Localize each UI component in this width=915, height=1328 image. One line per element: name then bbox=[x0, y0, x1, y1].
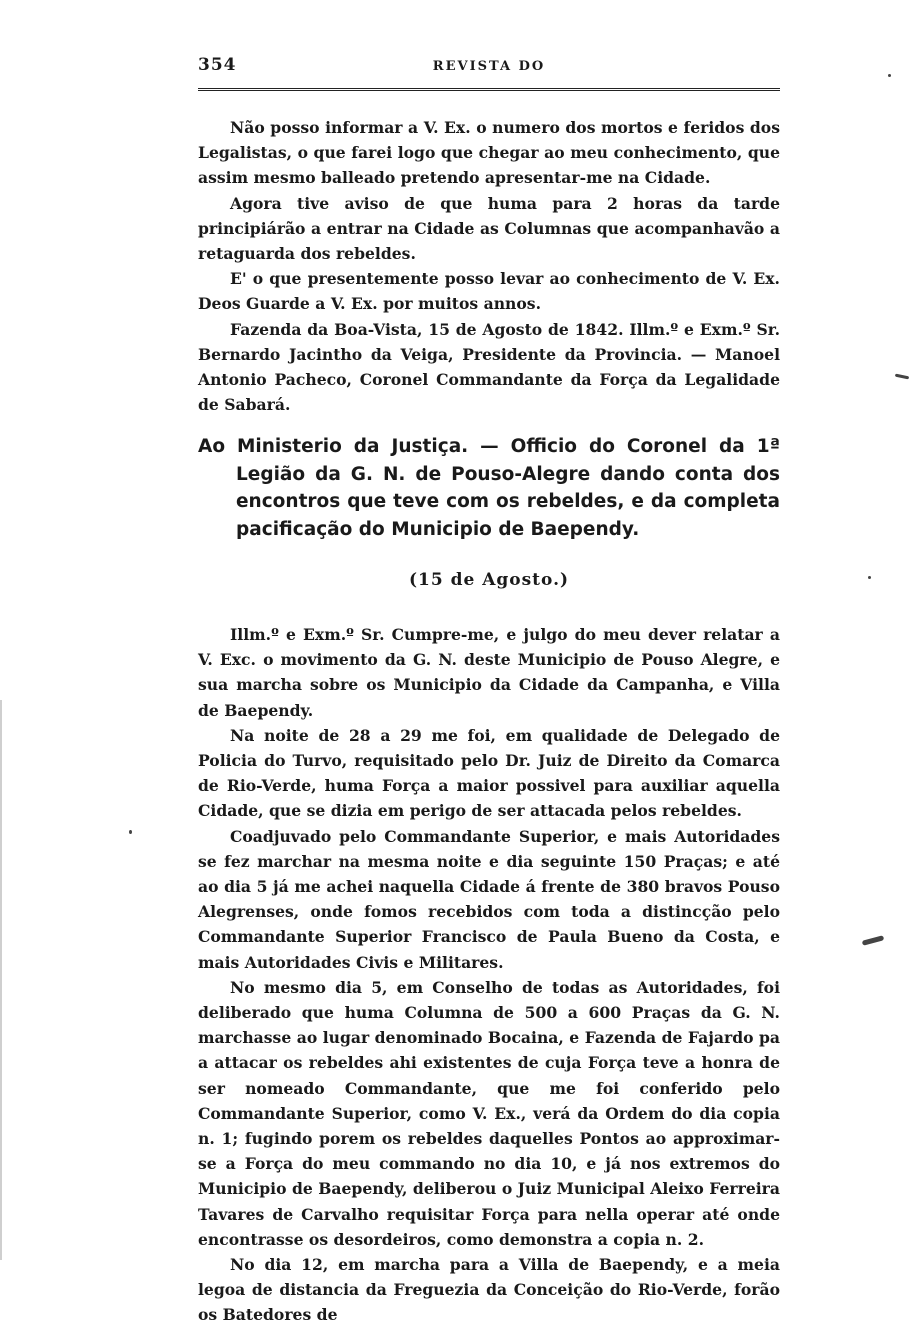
paragraph: E' o que presentemente posso levar ao conhecimento de V. Ex. Deos Guarde a V. Ex. por muitos annos. bbox=[198, 269, 780, 314]
print-speck bbox=[129, 830, 132, 834]
paragraph: Na noite de 28 a 29 me foi, em qualidade de Delegado de Policia do Turvo, requisitado pelo Dr. Juiz de Direito da Comarca de Rio-Verde, huma Força a maior possivel para auxiliar aquella Cidade, que se dizia em perigo de ser attacada pelos rebeldes. bbox=[198, 725, 780, 821]
paragraph: Illm.º e Exm.º Sr. Cumpre-me, e julgo do meu dever relatar a V. Exc. o movimento da G. N. deste Municipio de Pouso Alegre, e sua marcha sobre os Municipio da Cidade da Campanha, e Villa de Baependy. bbox=[198, 625, 780, 720]
print-speck bbox=[868, 576, 871, 579]
paragraph: Não posso informar a V. Ex. o numero dos mortos e feridos dos Legalistas, o que farei logo que chegar ao meu conhecimento, que assim mesmo balleado pretendo apresentar-me na Cidade. bbox=[198, 118, 780, 188]
page-number: 354 bbox=[198, 55, 237, 75]
paragraph: Agora tive aviso de que huma para 2 horas da tarde principiárão a entrar na Cidade as Columnas que acompanhavão a retaguarda dos rebeldes. bbox=[198, 193, 780, 264]
section-heading: Ao Ministerio da Justiça. — Officio do Coronel da 1ª Legião da G. N. de Pouso-Alegre dando conta dos encontros que teve com os rebeldes, e da completa pacificação do Municipio de Baependy. bbox=[198, 436, 780, 540]
page-edge bbox=[0, 700, 8, 1260]
date-line: (15 de Agosto.) bbox=[408, 570, 570, 590]
paragraph: Coadjuvado pelo Commandante Superior, e mais Autoridades se fez marchar na mesma noite e dia seguinte 150 Praças; e até ao dia 5 já me achei naquella Cidade á frente de 380 bravos Pouso Alegrenses, onde fomos recebidos com toda a distincção pelo Commandante Superior Francisco de Paula Bueno da Costa, e mais Autoridades Civis e Militares. bbox=[198, 826, 780, 972]
print-speck bbox=[862, 935, 885, 946]
header-rule bbox=[198, 88, 780, 91]
paragraph: No dia 12, em marcha para a Villa de Baependy, e a meia legoa de distancia da Freguezia da Conceição do Rio-Verde, forão os Batedores de bbox=[198, 1255, 780, 1325]
page-header bbox=[198, 55, 780, 85]
running-title: REVISTA DO bbox=[432, 59, 546, 74]
print-speck bbox=[888, 74, 891, 77]
intro-text bbox=[198, 115, 780, 417]
paragraph: No mesmo dia 5, em Conselho de todas as Autoridades, foi deliberado que huma Columna de 500 a 600 Praças da G. N. marchasse ao lugar denominado Bocaina, e Fazenda de Fajardo pa a attacar os rebeldes ahi existentes de cuja Força teve a honra de ser nomeado Commandante, que me foi conferido pelo Commandante Superior, como V. Ex., verá da Ordem do dia copia n. 1; fugindo porem os rebeldes daquelles Pontos ao approximar-se a Força do meu commando no dia 10, e já nos extremos do Municipio de Baependy, deliberou o Juiz Municipal Aleixo Ferreira Tavares de Carvalho requisitar Força para nella operar até onde encontrasse os desordeiros, como demonstra a copia n. 2. bbox=[198, 977, 780, 1249]
body-text bbox=[198, 622, 780, 1328]
print-speck bbox=[895, 374, 909, 380]
paragraph: Fazenda da Boa-Vista, 15 de Agosto de 1842. Illm.º e Exm.º Sr. Bernardo Jacintho da Veiga, Presidente da Provincia. — Manoel Antonio Pacheco, Coronel Commandante da Força da Legalidade de Sabará. bbox=[198, 319, 780, 415]
